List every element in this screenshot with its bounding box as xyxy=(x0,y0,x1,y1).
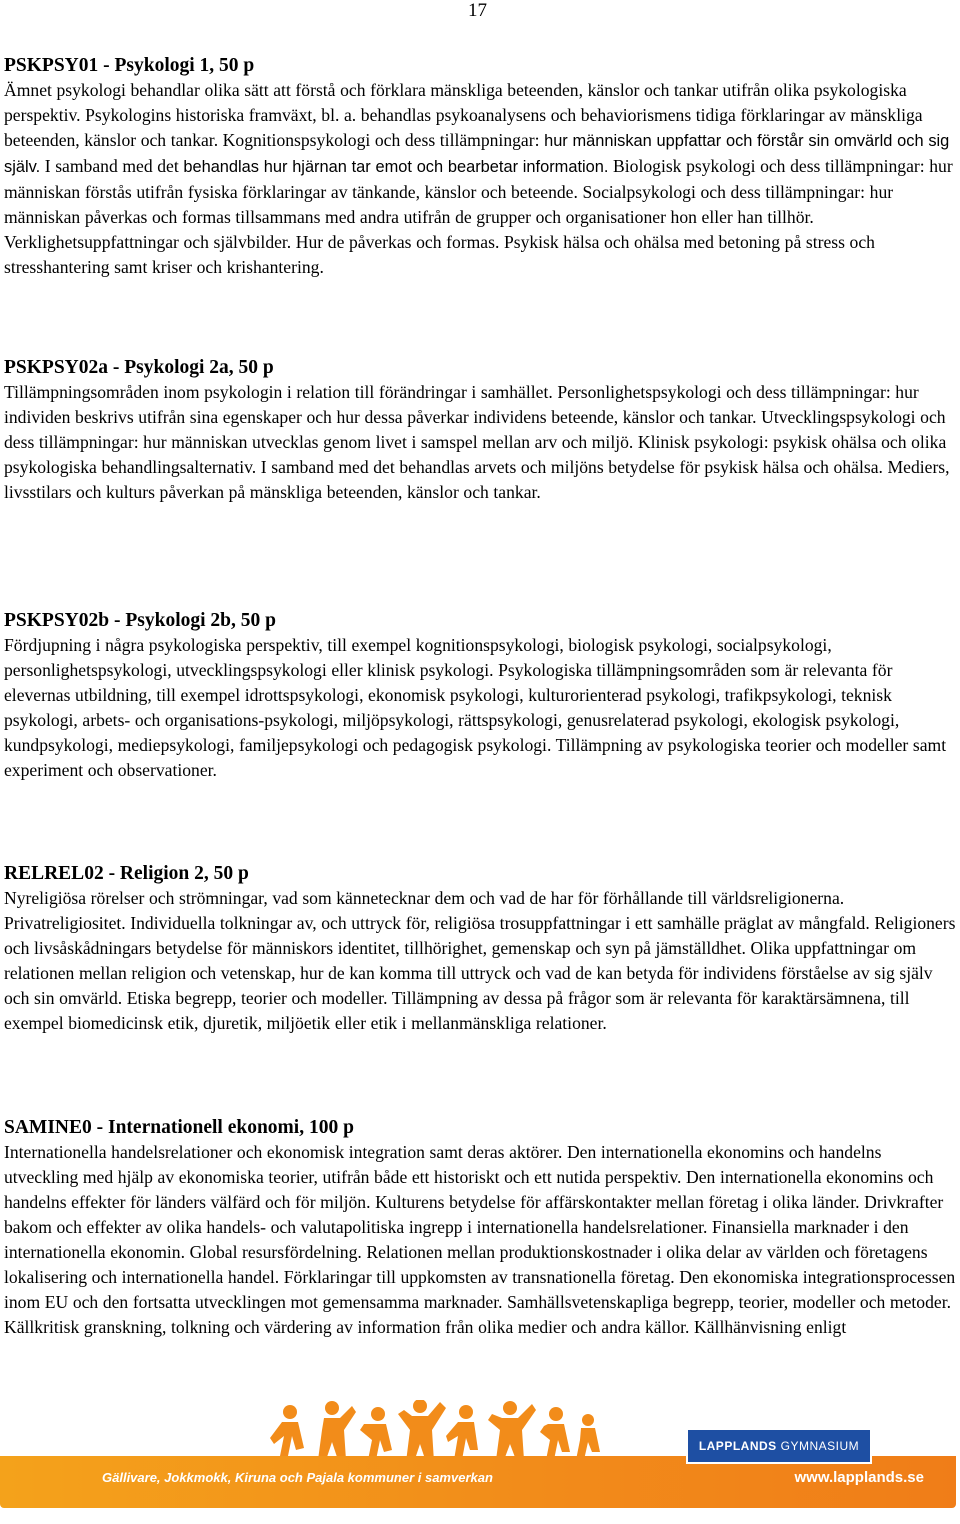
description-part: Biologisk psykologi och dess tillämpningar: hur människan förstås utifrån fysiska förklaringar av tänkande, känslor och beteende. Socialpsykologi och dess tillämpningar: hur människan påverkas och formas tillsammans med andra utifrån de grupper och organisationer hon eller han tillhör. Verklighetsuppfattningar och självbilder. Hur de påverkas och formas. Psykisk hälsa och ohälsa med betoning på stress och stresshantering samt kriser och krishantering. xyxy=(4,156,953,277)
footer-tagline: Gällivare, Jokkmokk, Kiruna och Pajala kommuner i samverkan xyxy=(102,1470,493,1485)
course-title: SAMINE0 - Internationell ekonomi, 100 p xyxy=(4,1117,354,1138)
brand-name: LAPPLANDS xyxy=(698,1439,777,1453)
description-part: I samband med det xyxy=(44,156,179,176)
course-pskpsy02a xyxy=(4,355,956,505)
description-part: hur människan uppfattar och förstår sin omvärld och sig själv. xyxy=(4,132,950,176)
footer-banner xyxy=(0,1400,960,1524)
brand-suffix: GYMNASIUM xyxy=(780,1439,860,1453)
description-part: behandlas hur hjärnan tar emot och bearbetar information. xyxy=(183,158,609,176)
brand-logo-box xyxy=(686,1428,872,1464)
course-title: PSKPSY01 - Psykologi 1, 50 p xyxy=(4,55,255,76)
page-number: 17 xyxy=(468,0,487,21)
course-description xyxy=(4,78,956,280)
footer-website-link[interactable]: www.lapplands.se xyxy=(794,1469,924,1486)
course-pskpsy01 xyxy=(4,53,956,280)
course-title: PSKPSY02a - Psykologi 2a, 50 p xyxy=(4,357,274,378)
course-description: Fördjupning i några psykologiska perspektiv, till exempel kognitionspsykologi, biologisk psykologi, socialpsykologi, personlighetspsykologi, utvecklingspsykologi eller klinisk psykologi. Psykologiska tillämpningsområden som är relevanta för elevernas utbildning, till exempel idrottspsykologi, ekonomisk psykologi, kulturorienterad psykologi, trafikpsykologi, teknisk psykologi, arbets- och organisations-psykologi, miljöpsykologi, rättspsykologi, genusrelaterad psykologi, ekologisk psykologi, kundpsykologi, mediepsykologi, familjepsykologi och pedagogisk psykologi. Tillämpning av psykologiska teorier och modeller samt experiment och observationer. xyxy=(4,635,947,780)
course-title: PSKPSY02b - Psykologi 2b, 50 p xyxy=(4,610,276,631)
course-pskpsy02b xyxy=(4,608,956,783)
course-relrel02 xyxy=(4,861,956,1036)
course-description: Tillämpningsområden inom psykologin i relation till förändringar i samhället. Personlighetspsykologi och dess tillämpningar: hur individen beskrivs utifrån sina egenskaper och hur dessa påverkar individens beteende, känslor och tankar. Utvecklingspsykologi och dess tillämpningar: hur människan utvecklas genom livet i samspel mellan arv och miljö. Klinisk psykologi: psykisk ohälsa och olika psykologiska behandlingsalternativ. I samband med det behandlas arvets och miljöns betydelse för psykisk hälsa och ohälsa. Mediers, livsstilars och kulturs påverkan på mänskliga beteenden, känslor och tankar. xyxy=(4,382,950,502)
course-title: RELREL02 - Religion 2, 50 p xyxy=(4,863,249,884)
course-description: Nyreligiösa rörelser och strömningar, vad som kännetecknar dem och vad de har för förhållande till världsreligionerna. Privatreligiositet. Individuella tolkningar av, och uttryck för, religiösa trosuppfattningar i ett samhälle präglat av mångfald. Religioners och livsåskådningars betydelse för människors identitet, tillhörighet, gemenskap och syn på jämställdhet. Olika uppfattningar om relationen mellan religion och vetenskap, hur de kan komma till uttryck och vad de kan betyda för individens förståelse av sig själv och sin omvärld. Etiska begrepp, teorier och modeller. Tillämpning av dessa på frågor som är relevanta för karaktärsämnena, till exempel biomedicinsk etik, djuretik, miljöetik eller etik i mellanmänskliga relationer. xyxy=(4,888,956,1033)
course-samine0 xyxy=(4,1115,956,1340)
description-part: Ämnet psykologi behandlar olika sätt att förstå och förklara mänskliga beteenden, känslor och tankar utifrån olika psykologiska perspektiv. Psykologins historiska framväxt, bl. a. behandlas psykoanalysens och behaviorismens tidiga förklaringar av mänskliga beteenden, känslor och tankar. Kognitionspsykologi och dess tillämpningar: xyxy=(4,80,923,150)
course-description: Internationella handelsrelationer och ekonomisk integration samt deras aktörer. Den internationella ekonomins och handelns utveckling med hjälp av ekonomiska teorier, utifrån både ett historiskt och ett nutida perspektiv. Den internationella ekonomins och handelns effekter för länders välfärd och för miljön. Kulturens betydelse för affärskontakter mellan företag i olika länder. Drivkrafter bakom och effekter av olika handels- och valutapolitiska ingrepp i internationella handelsrelationer. Finansiella marknader i den internationella ekonomin. Global resursfördelning. Relationen mellan produktionskostnader i olika delar av världen och företagens lokalisering och internationella handel. Förklaringar till uppkomsten av transnationella företag. Den ekonomiska integrationsprocessen inom EU och den fortsatta utvecklingen mot gemensamma marknader. Samhällsvetenskapliga begrepp, teorier, modeller och metoder. Källkritisk granskning, tolkning och värdering av information från olika medier och andra källor. Källhänvisning enligt xyxy=(4,1142,956,1337)
